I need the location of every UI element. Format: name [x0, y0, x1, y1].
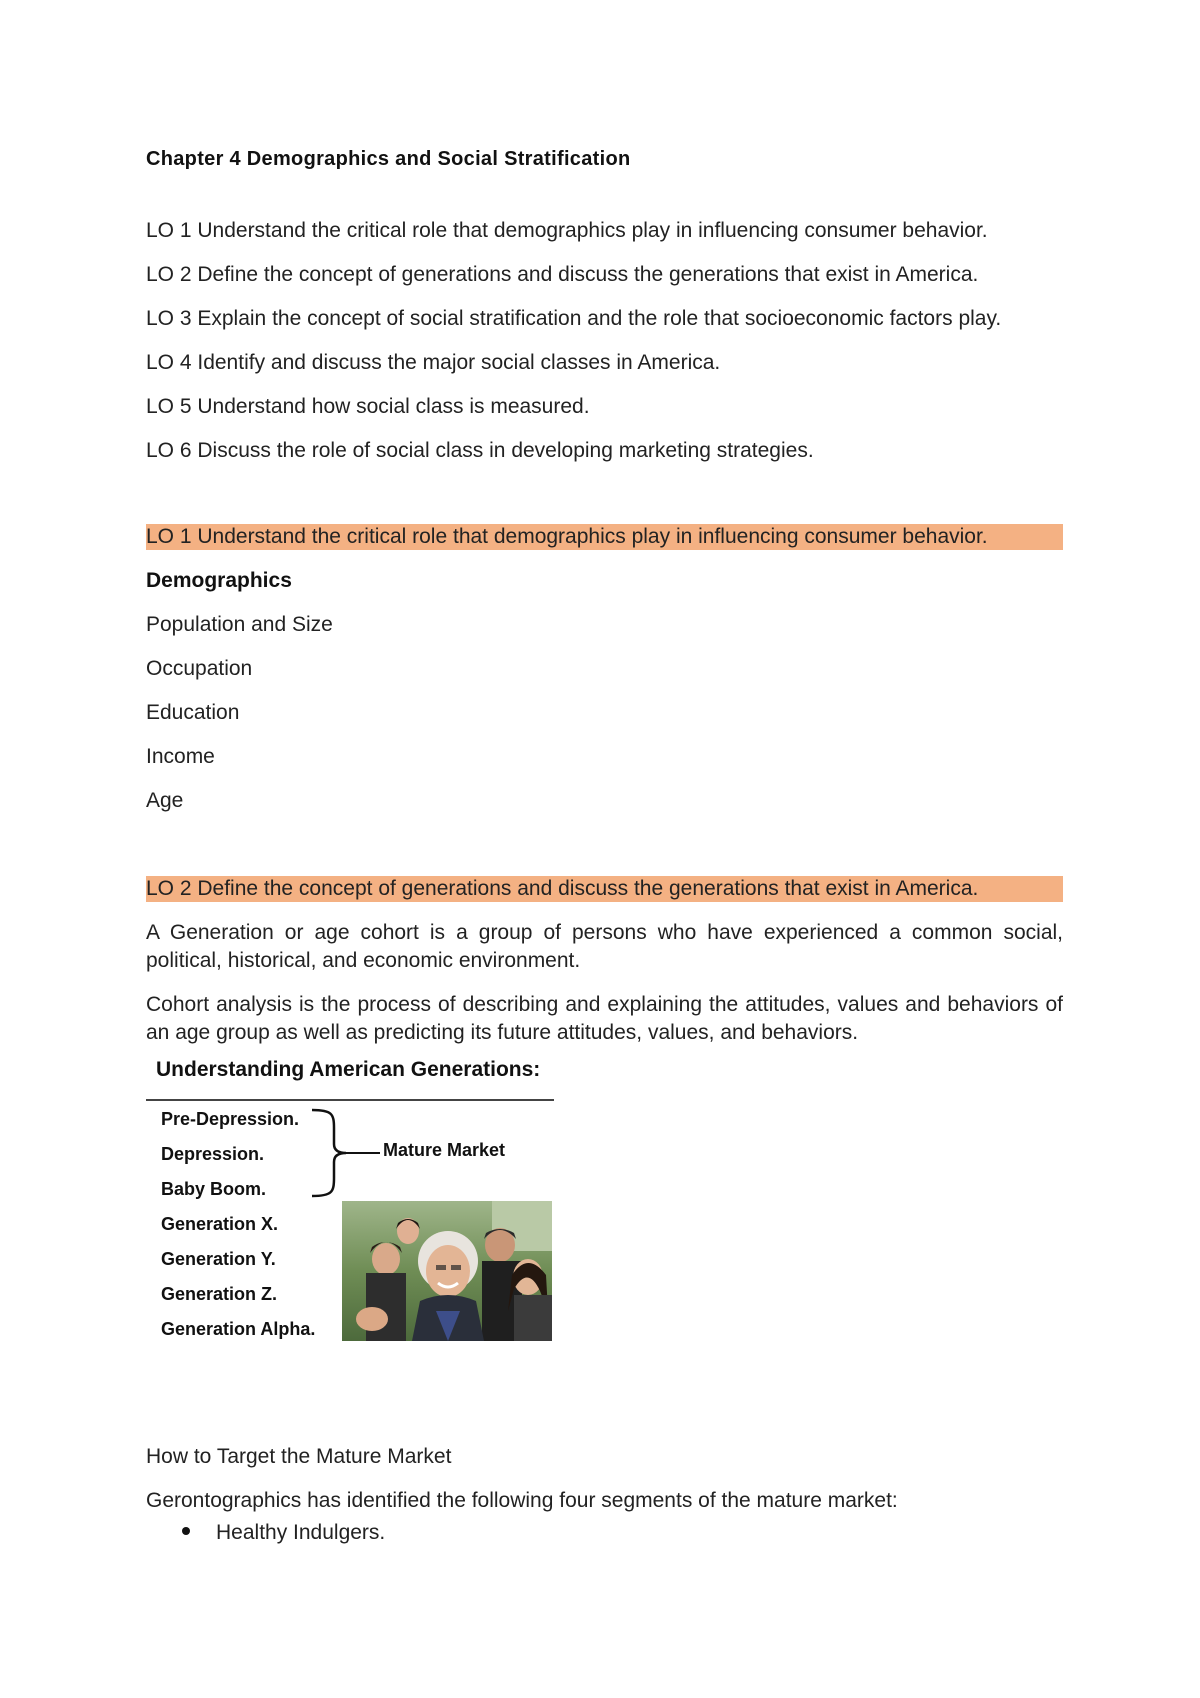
family-photo: [342, 1201, 552, 1341]
lo-item-3: LO 3 Explain the concept of social stratification and the role that socioeconomic factors play.: [146, 307, 1002, 330]
bullet-icon: [182, 1527, 190, 1535]
lo-item-4: LO 4 Identify and discuss the major social classes in America.: [146, 351, 721, 374]
generation-item: Generation Y.: [161, 1249, 276, 1269]
demographics-item: Occupation: [146, 657, 253, 680]
mature-market-label: Mature Market: [383, 1140, 506, 1160]
generation-item: Generation Z.: [161, 1284, 278, 1304]
section1-subheading: Demographics: [146, 569, 292, 592]
cohort-analysis-paragraph: Cohort analysis is the process of describing and explaining the attitudes, values and behaviors of an age group as well as predicting its future attitudes, values, and behaviors.: [146, 993, 1063, 1044]
demographics-item: Population and Size: [146, 613, 333, 636]
demographics-item: Age: [146, 789, 184, 812]
section3-heading: How to Target the Mature Market: [146, 1445, 452, 1468]
demographics-item: Education: [146, 701, 240, 724]
section2-heading: LO 2 Define the concept of generations and discuss the generations that exist in America.: [146, 876, 1063, 902]
family-photo-image: [342, 1201, 552, 1341]
bullet-list-item: [182, 1520, 385, 1546]
figure-divider: [146, 1099, 554, 1101]
curly-brace-icon: [310, 1108, 382, 1198]
generation-item: Depression.: [161, 1144, 265, 1164]
figure-title: Understanding American Generations:: [156, 1058, 541, 1081]
section3-intro: Gerontographics has identified the following four segments of the mature market:: [146, 1489, 898, 1512]
chapter-title: Chapter 4 Demographics and Social Stratification: [146, 148, 631, 170]
lo-item-6: LO 6 Discuss the role of social class in developing marketing strategies.: [146, 439, 814, 462]
generations-figure: [146, 1058, 566, 1348]
section1-heading: LO 1 Understand the critical role that demographics play in influencing consumer behavior.: [146, 524, 1063, 550]
lo-item-1: LO 1 Understand the critical role that demographics play in influencing consumer behavior.: [146, 219, 988, 242]
generation-item: Generation X.: [161, 1214, 279, 1234]
generation-item: Baby Boom.: [161, 1179, 267, 1199]
generation-item: Generation Alpha.: [161, 1319, 316, 1339]
lo-item-5: LO 5 Understand how social class is measured.: [146, 395, 590, 418]
bullet-text: Healthy Indulgers.: [216, 1521, 386, 1544]
generation-item: Pre-Depression.: [161, 1109, 300, 1129]
generation-definition-paragraph: A Generation or age cohort is a group of persons who have experienced a common social, political, historical, and economic environment.: [146, 921, 1063, 972]
demographics-item: Income: [146, 745, 215, 768]
lo-item-2: LO 2 Define the concept of generations and discuss the generations that exist in America.: [146, 263, 979, 286]
